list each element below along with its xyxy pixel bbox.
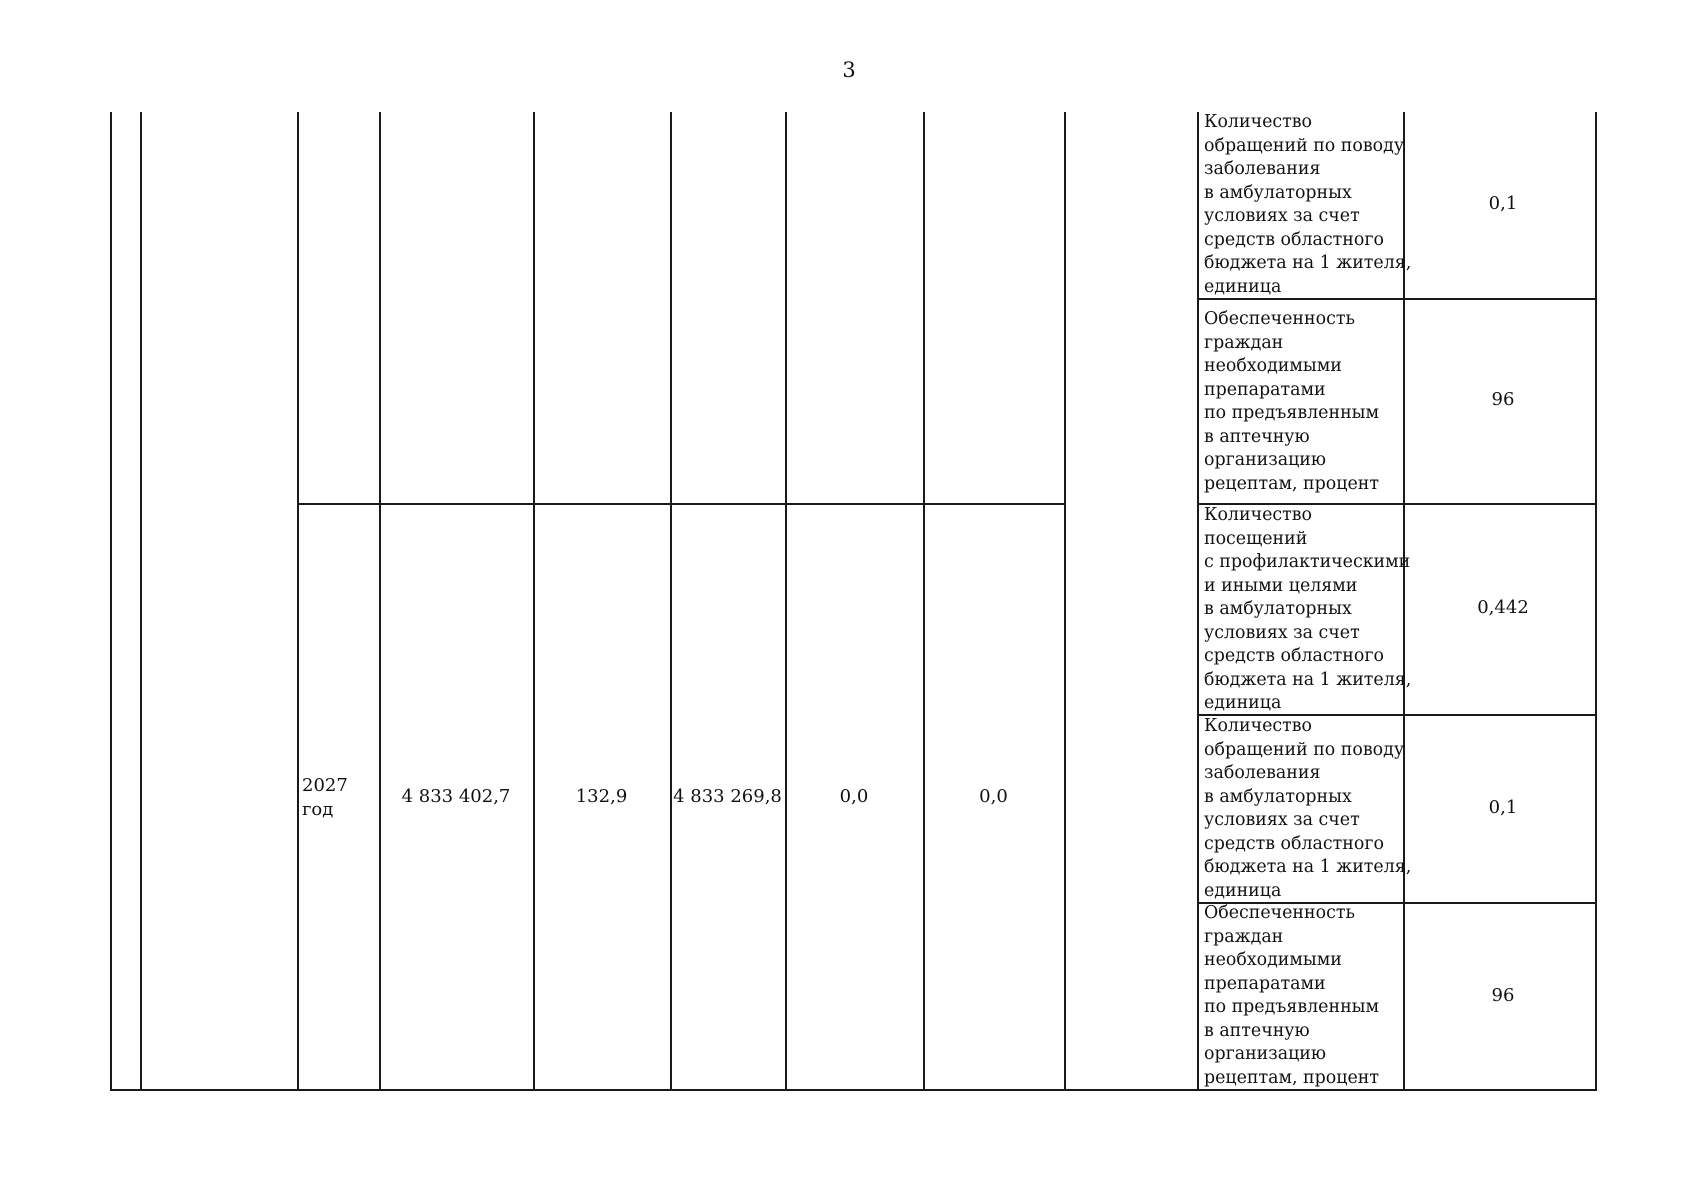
value-other: 0,0 [979, 786, 1008, 807]
indicator-value: 0,1 [1488, 797, 1518, 818]
indicator-name: Обеспеченность граждан необходимыми препаратами по предъявленным в аптечную организацию рецептам, процент [1204, 903, 1380, 1088]
indicator-name: Количество обращений по поводу заболевания в амбулаторных условиях за счет средств областного бюджета на 1 жителя, единица [1204, 112, 1412, 297]
grid-line [533, 112, 535, 1091]
indicator-value: 0,442 [1477, 597, 1529, 618]
grid-line [1064, 112, 1066, 1091]
indicator-value: 0,1 [1488, 193, 1518, 214]
grid-line [110, 112, 112, 1091]
indicator-value: 96 [1491, 985, 1515, 1006]
indicator-value: 96 [1491, 389, 1515, 410]
grid-line [297, 112, 299, 1091]
grid-line [785, 112, 787, 1091]
indicator-name: Количество посещений с профилактическими и иными целями в амбулаторных условиях за счет средств областного бюджета на 1 жителя, единица [1204, 505, 1412, 713]
year-label: 2027 год [302, 775, 348, 820]
grid-line [670, 112, 672, 1091]
value-total: 4 833 402,7 [401, 786, 511, 807]
grid-line [379, 112, 381, 1091]
indicator-name: Обеспеченность граждан необходимыми препаратами по предъявленным в аптечную организацию рецептам, процент [1204, 309, 1380, 494]
grid-line [1197, 112, 1199, 1091]
grid-line [923, 112, 925, 1091]
value-federal: 132,9 [575, 786, 628, 807]
page-number: 3 [842, 58, 856, 82]
indicator-name: Количество обращений по поводу заболевания в амбулаторных условиях за счет средств областного бюджета на 1 жителя, единица [1204, 716, 1412, 901]
grid-line [140, 112, 142, 1091]
grid-line [297, 503, 1065, 505]
value-regional: 4 833 269,8 [673, 786, 782, 807]
value-local: 0,0 [839, 786, 869, 807]
